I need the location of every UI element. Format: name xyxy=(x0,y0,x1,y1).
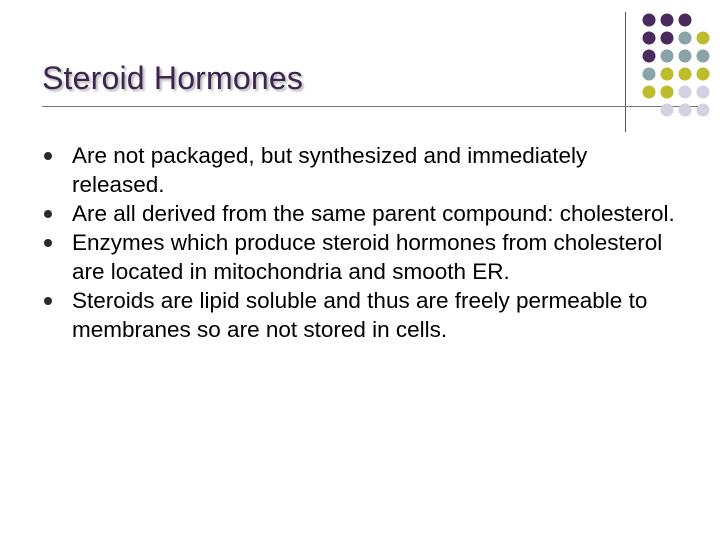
decorative-dot xyxy=(661,86,674,99)
bullet-item xyxy=(42,286,682,344)
decorative-dot-grid xyxy=(640,11,720,121)
vertical-divider xyxy=(625,12,626,132)
bullet-item xyxy=(42,228,682,286)
decorative-dot xyxy=(679,104,692,117)
decorative-dot xyxy=(697,50,710,63)
decorative-dot xyxy=(661,50,674,63)
decorative-dot xyxy=(679,14,692,27)
decorative-dot xyxy=(679,32,692,45)
decorative-dot xyxy=(643,68,656,81)
bullet-text: Enzymes which produce steroid hormones from cholesterol are located in mitochondria and smooth ER. xyxy=(72,230,663,284)
decorative-dot xyxy=(643,32,656,45)
decorative-dot xyxy=(679,86,692,99)
bullet-marker xyxy=(44,239,52,247)
decorative-dot xyxy=(679,50,692,63)
bullet-text: Are not packaged, but synthesized and immediately released. xyxy=(72,143,588,197)
decorative-dot xyxy=(697,68,710,81)
bullet-item xyxy=(42,199,682,228)
decorative-dot xyxy=(697,104,710,117)
bullet-item xyxy=(42,141,682,199)
bullet-text: Are all derived from the same parent compound: cholesterol. xyxy=(72,201,675,226)
decorative-dot xyxy=(661,32,674,45)
title-underline xyxy=(42,106,702,107)
slide-title: Steroid Hormones xyxy=(42,60,304,96)
decorative-dot xyxy=(661,68,674,81)
decorative-dot xyxy=(643,14,656,27)
decorative-dot xyxy=(697,86,710,99)
decorative-dot xyxy=(661,14,674,27)
decorative-dot xyxy=(643,86,656,99)
decorative-dot xyxy=(679,68,692,81)
bullet-text: Steroids are lipid soluble and thus are freely permeable to membranes so are not stored in cells. xyxy=(72,288,648,342)
bullet-list xyxy=(42,141,682,344)
decorative-dot xyxy=(643,50,656,63)
bullet-marker xyxy=(44,152,52,160)
decorative-dot xyxy=(697,32,710,45)
bullet-marker xyxy=(44,297,52,305)
decorative-dot xyxy=(661,104,674,117)
bullet-marker xyxy=(44,210,52,218)
